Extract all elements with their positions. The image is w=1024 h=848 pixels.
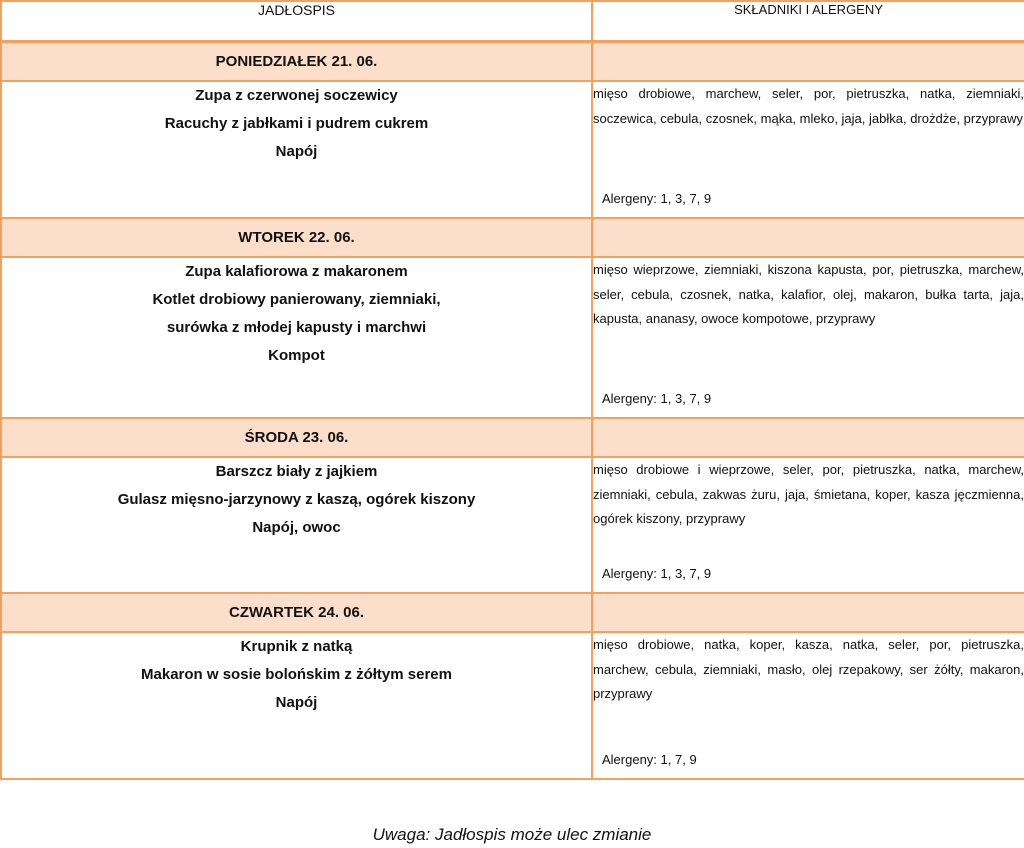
ingredients-text: mięso wieprzowe, ziemniaki, kiszona kapusta, por, pietruszka, marchew, seler, cebula, czosnek, natka, kalafior, olej, makaron, bułka tarta, jaja, kapusta, ananasy, owoce kompotowe, przyprawy [593, 262, 1024, 326]
day-header-empty-cell [592, 593, 1024, 632]
day-header-row [1, 418, 1024, 457]
day-header-row [1, 593, 1024, 632]
day-header-empty-cell [592, 218, 1024, 257]
dish: Napój [275, 694, 318, 711]
dish: surówka z młodej kapusty i marchwi [166, 319, 427, 336]
day-header-empty-cell [592, 418, 1024, 457]
day-content-row [1, 257, 1024, 418]
day-name: CZWARTEK 24. 06. [1, 593, 592, 632]
day-content-row [1, 81, 1024, 218]
day-header-row [1, 218, 1024, 257]
ingredients-cell [592, 632, 1024, 779]
dishes-cell [1, 81, 592, 218]
dish: Zupa z czerwonej soczewicy [195, 87, 398, 104]
dish: Racuchy z jabłkami i pudrem cukrem [164, 115, 429, 132]
dish: Krupnik z natką [240, 638, 353, 655]
dishes-cell [1, 632, 592, 779]
ingredients-cell [592, 457, 1024, 593]
day-name: WTOREK 22. 06. [1, 218, 592, 257]
allergens-text: Alergeny: 1, 3, 7, 9 [602, 565, 712, 581]
day-name: ŚRODA 23. 06. [1, 418, 592, 457]
ingredients-column-header: SKŁADNIKI I ALERGENY [592, 1, 1024, 42]
ingredients-text: mięso drobiowe, natka, koper, kasza, natka, seler, por, pietruszka, marchew, cebula, ziemniaki, masło, olej rzepakowy, ser żółty, makaron, przyprawy [593, 637, 1024, 701]
dish: Napój, owoc [252, 519, 341, 536]
dish: Kotlet drobiowy panierowany, ziemniaki, [152, 291, 441, 308]
allergens-text: Alergeny: 1, 3, 7, 9 [602, 190, 712, 206]
dish: Makaron w sosie bolońskim z żółtym serem [141, 666, 452, 683]
ingredients-cell [592, 257, 1024, 418]
disclaimer-note: Uwaga: Jadłospis może ulec zmianie [372, 825, 652, 844]
menu-column-header: JADŁOSPIS [1, 1, 592, 42]
day-content-row [1, 632, 1024, 779]
ingredients-cell [592, 81, 1024, 218]
dish: Kompot [268, 347, 325, 364]
day-content-row [1, 457, 1024, 593]
dishes-cell [1, 457, 592, 593]
allergens-text: Alergeny: 1, 3, 7, 9 [602, 390, 712, 406]
dish: Barszcz biały z jajkiem [215, 463, 378, 480]
dish: Napój [275, 143, 318, 160]
day-header-empty-cell [592, 42, 1024, 82]
day-name: PONIEDZIAŁEK 21. 06. [1, 42, 592, 82]
day-header-row [1, 42, 1024, 82]
dish: Zupa kalafiorowa z makaronem [185, 263, 408, 280]
ingredients-text: mięso drobiowe, marchew, seler, por, pietruszka, natka, ziemniaki, soczewica, cebula, czosnek, mąka, mleko, jaja, jabłka, drożdże, przyprawy [593, 86, 1024, 126]
dishes-cell [1, 257, 592, 418]
allergens-text: Alergeny: 1, 7, 9 [602, 751, 697, 767]
ingredients-text: mięso drobiowe i wieprzowe, seler, por, pietruszka, natka, marchew, ziemniaki, cebula, zakwas żuru, jaja, śmietana, koper, kasza jęczmienna, ogórek kiszony, przyprawy [593, 462, 1024, 526]
dish: Gulasz mięsno-jarzynowy z kaszą, ogórek kiszony [117, 491, 476, 508]
